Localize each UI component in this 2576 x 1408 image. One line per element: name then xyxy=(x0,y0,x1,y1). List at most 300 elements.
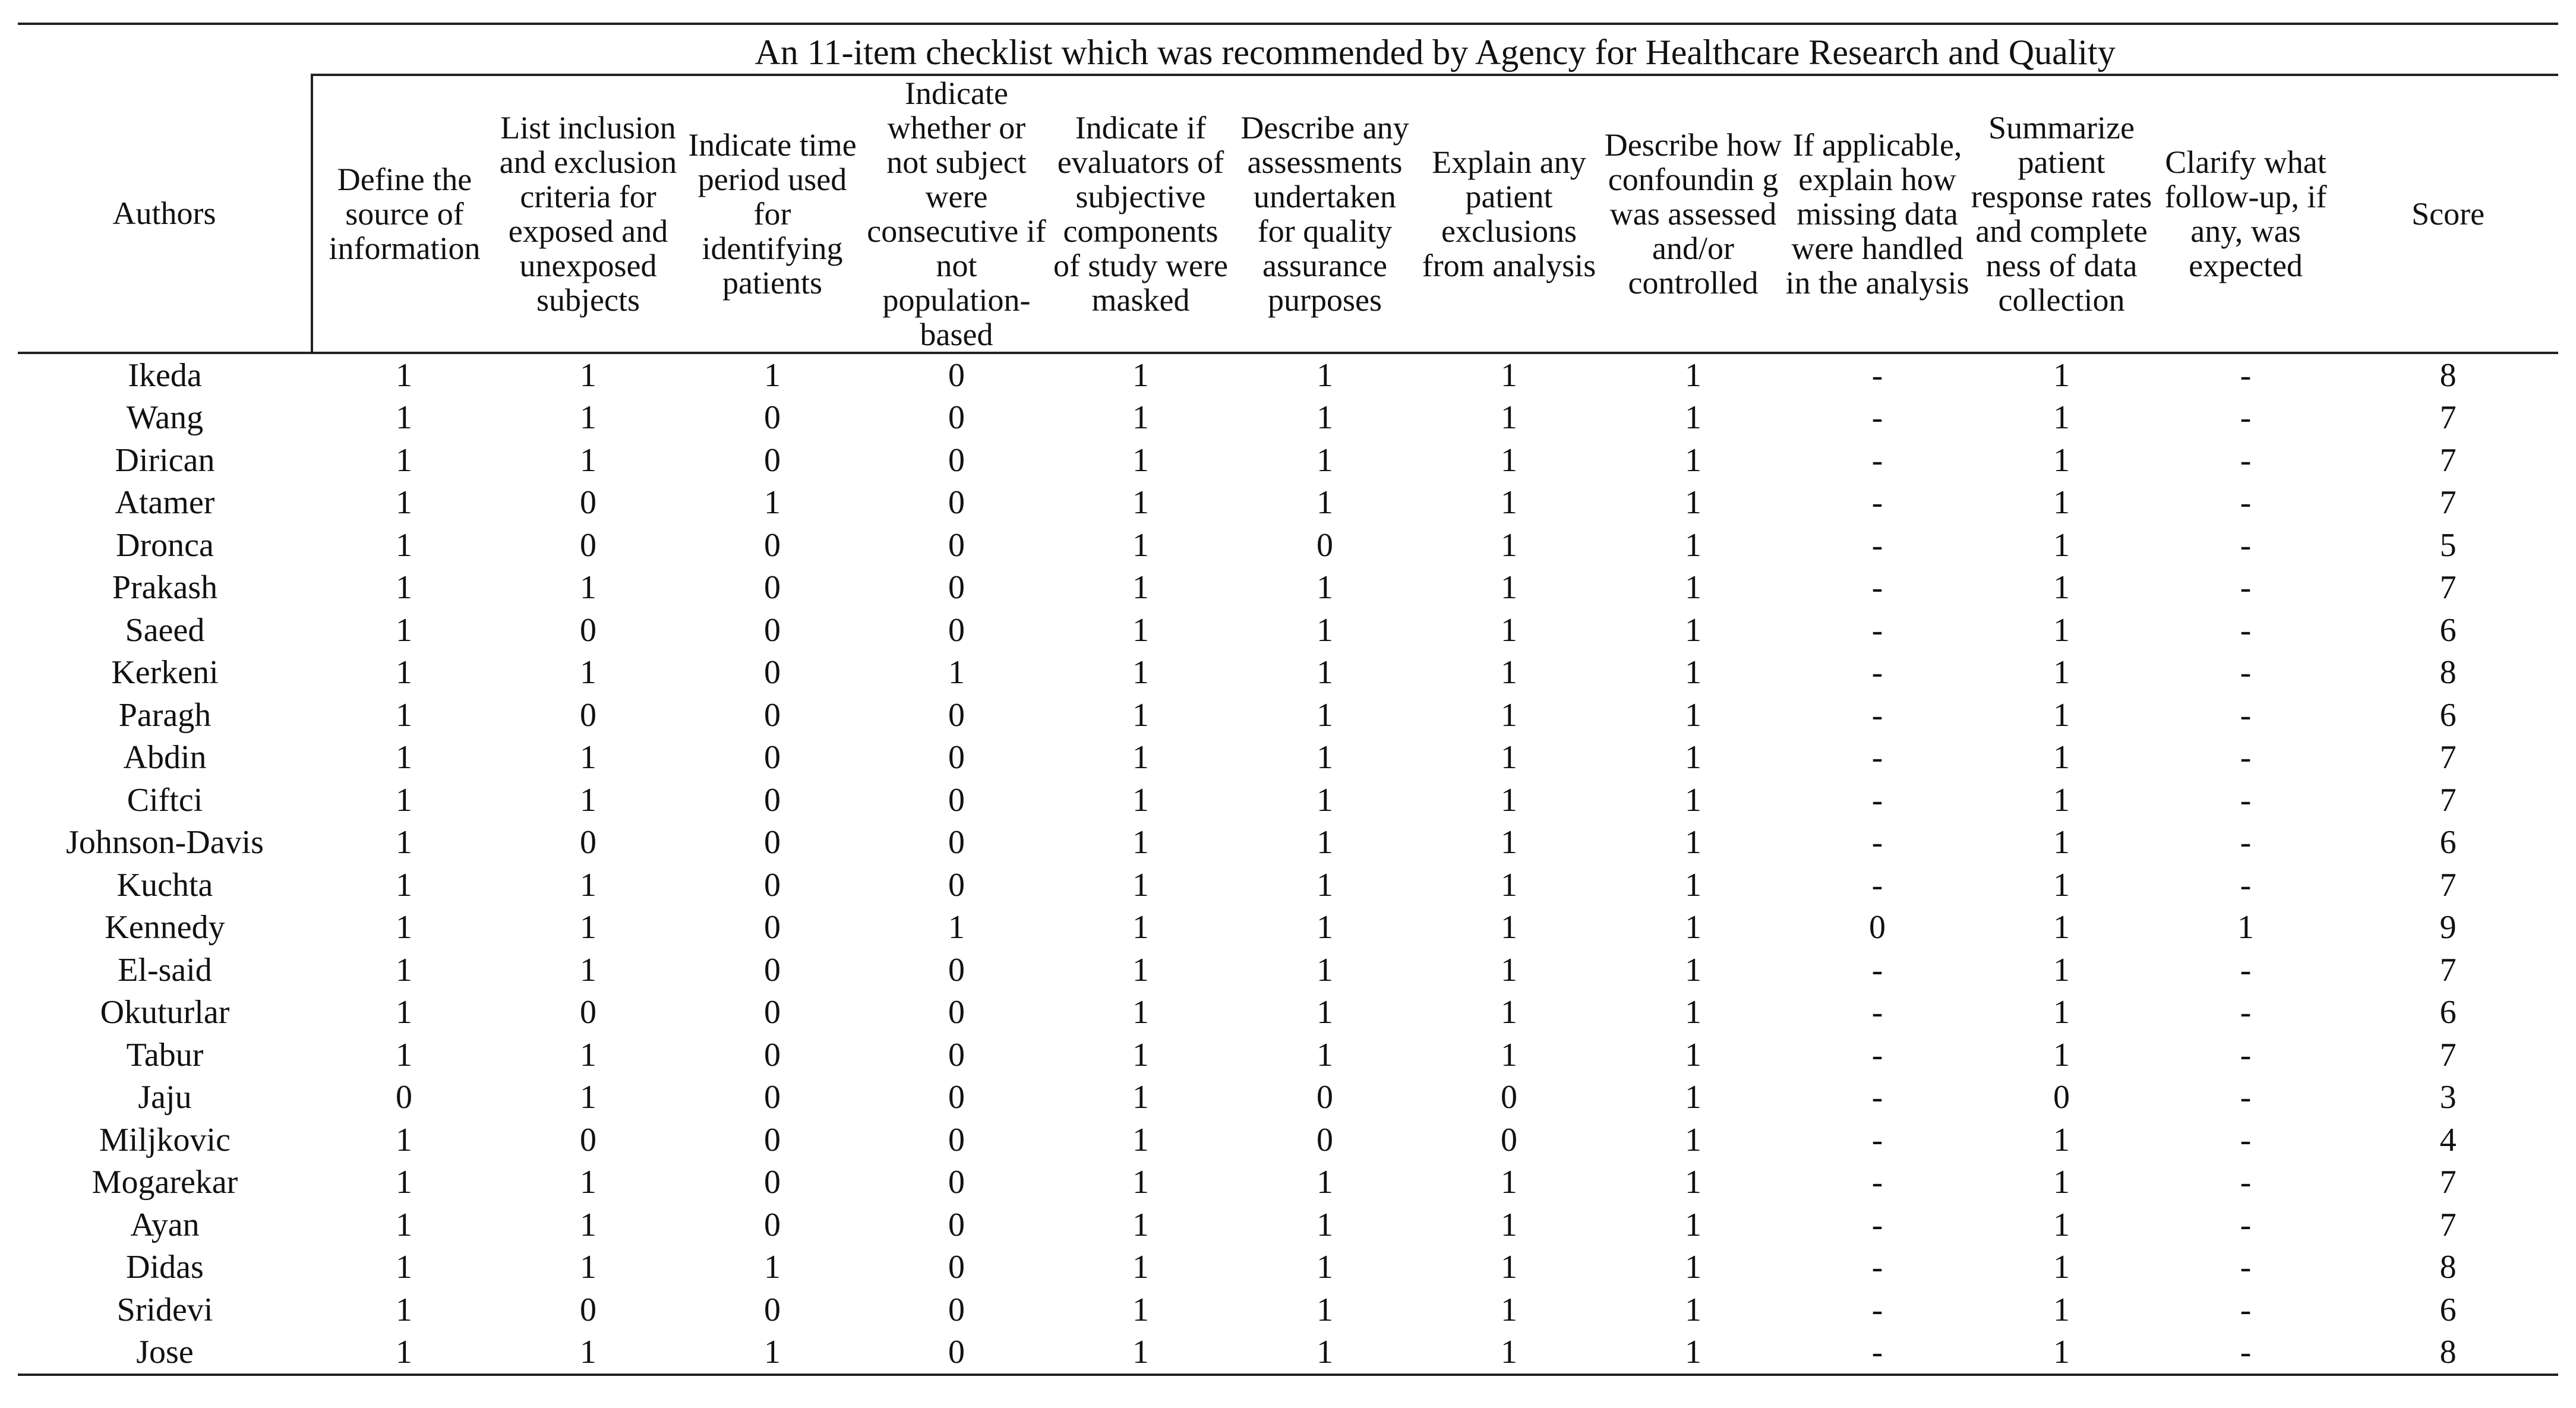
score-cell: 7 xyxy=(2439,569,2457,607)
item-3-cell: 0 xyxy=(764,654,781,692)
item-7-cell: 1 xyxy=(1501,1164,1517,1201)
item-1-cell: 1 xyxy=(396,1206,412,1243)
item-9-cell: - xyxy=(1871,356,1883,394)
item-2-cell: 1 xyxy=(580,654,596,692)
item-10-cell: 1 xyxy=(2053,569,2070,607)
item-10-cell: 1 xyxy=(2053,909,2070,946)
item-8-cell: 1 xyxy=(1685,1079,1701,1116)
item-10-cell: 1 xyxy=(2053,994,2070,1031)
item-5-cell: 1 xyxy=(1132,1206,1149,1243)
author-cell: Sridevi xyxy=(116,1291,213,1328)
score-cell: 8 xyxy=(2439,1249,2457,1286)
item-6-cell: 1 xyxy=(1317,824,1333,861)
item-10-cell: 1 xyxy=(2053,1121,2070,1158)
item-3-cell: 0 xyxy=(764,696,781,734)
table-row xyxy=(18,694,2558,737)
item-7-cell: 1 xyxy=(1501,1291,1517,1328)
item-1-cell: 1 xyxy=(396,484,412,522)
item-4-cell: 0 xyxy=(948,1164,965,1201)
item-5-cell: 1 xyxy=(1132,824,1149,861)
item-11-cell: - xyxy=(2240,484,2252,522)
table-row xyxy=(18,1076,2558,1119)
item-5-cell: 1 xyxy=(1132,739,1149,776)
item-9-cell: - xyxy=(1871,866,1883,904)
item-4-cell: 0 xyxy=(948,951,965,989)
author-cell: Johnson-Davis xyxy=(66,824,264,861)
item-10-cell: 1 xyxy=(1969,1331,2154,1375)
item-10-cell: 1 xyxy=(2053,951,2070,989)
item-9-cell: - xyxy=(1871,739,1883,776)
item-7-cell: 1 xyxy=(1501,526,1517,564)
author-cell: Dronca xyxy=(116,526,214,564)
table-row xyxy=(18,567,2558,610)
item-9-cell: - xyxy=(1871,824,1883,861)
item-5-cell: 1 xyxy=(1132,1291,1149,1328)
item-6-cell: 1 xyxy=(1317,1249,1333,1286)
item-10-cell: 1 xyxy=(2053,611,2070,649)
item-10-cell: 1 xyxy=(2053,526,2070,564)
item-11-cell: - xyxy=(2240,866,2252,904)
item-2-cell: 1 xyxy=(580,1249,596,1286)
item-9-cell: - xyxy=(1871,1291,1883,1328)
item-10-cell: 0 xyxy=(2053,1079,2070,1116)
item-9-cell: - xyxy=(1871,1036,1883,1074)
item-1-cell: 1 xyxy=(396,1121,412,1158)
item-1-cell: 1 xyxy=(396,441,412,479)
item-8-cell: 1 xyxy=(1685,1206,1701,1243)
item-9-cell: - xyxy=(1871,1206,1883,1243)
item-7-cell: 0 xyxy=(1501,1079,1517,1116)
table-row xyxy=(18,1331,2558,1375)
table-row xyxy=(18,907,2558,949)
score-cell: 7 xyxy=(2439,951,2457,989)
score-cell: 6 xyxy=(2439,696,2457,734)
table-row xyxy=(18,1034,2558,1076)
item-2-cell: 0 xyxy=(580,484,596,522)
item-5-cell: 1 xyxy=(1132,441,1149,479)
item-10-cell: 1 xyxy=(2053,1249,2070,1286)
author-cell: Kuchta xyxy=(116,866,213,904)
item-6-cell: 1 xyxy=(1317,739,1333,776)
item-6-cell: 0 xyxy=(1317,1121,1333,1158)
item-1-cell: 1 xyxy=(396,824,412,861)
item-7-cell: 0 xyxy=(1501,1121,1517,1158)
item-5-cell: 1 xyxy=(1132,399,1149,437)
item-10-cell: 1 xyxy=(2053,781,2070,819)
item-10-header: Summarize patient response rates and complete ness of data collection xyxy=(1969,75,2154,353)
score-cell: 5 xyxy=(2439,526,2457,564)
item-9-cell: - xyxy=(1871,526,1883,564)
item-2-cell: 1 xyxy=(580,1164,596,1201)
item-8-cell: 1 xyxy=(1685,781,1701,819)
item-8-cell: 1 xyxy=(1685,951,1701,989)
item-6-header: Describe any assessments undertaken for quality assurance purposes xyxy=(1233,75,1417,353)
item-5-cell: 1 xyxy=(1132,994,1149,1031)
item-1-cell: 1 xyxy=(396,696,412,734)
item-5-cell: 1 xyxy=(1132,1164,1149,1201)
item-11-cell: - xyxy=(2240,1121,2252,1158)
item-2-cell: 0 xyxy=(580,611,596,649)
item-10-cell: 1 xyxy=(2053,866,2070,904)
author-cell: Mogarekar xyxy=(91,1164,238,1201)
score-cell: 8 xyxy=(2338,1331,2558,1375)
item-8-cell: 1 xyxy=(1685,356,1701,394)
item-9-header: If applicable, explain how missing data were handled in the analysis xyxy=(1785,75,1969,353)
item-6-cell: 0 xyxy=(1317,526,1333,564)
author-cell: Tabur xyxy=(126,1036,204,1074)
item-11-cell: - xyxy=(2240,441,2252,479)
item-7-cell: 1 xyxy=(1501,909,1517,946)
item-2-cell: 1 xyxy=(580,441,596,479)
item-4-cell: 0 xyxy=(948,1249,965,1286)
item-11-cell: - xyxy=(2240,824,2252,861)
item-8-cell: 1 xyxy=(1685,441,1701,479)
score-cell: 6 xyxy=(2439,994,2457,1031)
item-2-cell: 1 xyxy=(580,951,596,989)
score-cell: 7 xyxy=(2439,399,2457,437)
item-10-cell: 1 xyxy=(2053,399,2070,437)
item-11-cell: - xyxy=(2240,739,2252,776)
item-10-cell: 1 xyxy=(2053,1206,2070,1243)
item-2-cell: 0 xyxy=(580,824,596,861)
author-cell: Kerkeni xyxy=(111,654,219,692)
item-2-cell: 1 xyxy=(580,569,596,607)
item-7-cell: 1 xyxy=(1501,781,1517,819)
table-row xyxy=(18,524,2558,567)
item-11-cell: - xyxy=(2240,1079,2252,1116)
item-3-cell: 0 xyxy=(764,1164,781,1201)
item-1-cell: 1 xyxy=(396,611,412,649)
item-1-cell: 1 xyxy=(396,1164,412,1201)
item-1-cell: 1 xyxy=(396,951,412,989)
item-10-cell: 1 xyxy=(2053,1036,2070,1074)
item-5-cell: 1 xyxy=(1132,611,1149,649)
item-5-cell: 1 xyxy=(1132,781,1149,819)
item-3-cell: 0 xyxy=(764,1206,781,1243)
table-row xyxy=(18,439,2558,482)
author-cell: Jaju xyxy=(138,1079,192,1116)
item-1-cell: 1 xyxy=(396,1249,412,1286)
item-6-cell: 1 xyxy=(1317,951,1333,989)
item-4-cell: 0 xyxy=(948,824,965,861)
item-7-cell: 1 xyxy=(1501,866,1517,904)
item-2-cell: 1 xyxy=(580,1079,596,1116)
item-3-cell: 1 xyxy=(764,484,781,522)
item-9-cell: - xyxy=(1871,1164,1883,1201)
score-cell: 7 xyxy=(2439,781,2457,819)
item-10-cell: 1 xyxy=(2053,356,2070,394)
score-cell: 6 xyxy=(2439,1291,2457,1328)
author-cell: Atamer xyxy=(115,484,215,522)
item-2-cell: 1 xyxy=(580,739,596,776)
item-1-cell: 1 xyxy=(396,526,412,564)
item-8-cell: 1 xyxy=(1685,569,1701,607)
item-5-cell: 1 xyxy=(1132,1079,1149,1116)
table-row xyxy=(18,949,2558,992)
author-cell: Abdin xyxy=(123,739,207,776)
score-column-header: Score xyxy=(2338,75,2558,353)
item-3-header: Indicate time period used for identifying patients xyxy=(680,75,864,353)
item-8-cell: 1 xyxy=(1685,1036,1701,1074)
item-8-cell: 1 xyxy=(1685,824,1701,861)
author-cell: Jose xyxy=(18,1331,312,1375)
item-8-cell: 1 xyxy=(1685,1164,1701,1201)
item-7-cell: 1 xyxy=(1501,951,1517,989)
item-11-cell: - xyxy=(2240,781,2252,819)
table-row xyxy=(18,992,2558,1034)
table-row xyxy=(18,1119,2558,1161)
item-7-cell: 1 xyxy=(1417,1331,1601,1375)
item-3-cell: 0 xyxy=(764,399,781,437)
item-5-cell: 1 xyxy=(1132,526,1149,564)
item-4-cell: 1 xyxy=(948,654,965,692)
item-4-cell: 0 xyxy=(948,611,965,649)
item-1-cell: 1 xyxy=(396,866,412,904)
item-11-cell: 1 xyxy=(2237,909,2254,946)
table-row xyxy=(18,482,2558,525)
score-cell: 6 xyxy=(2439,611,2457,649)
item-7-cell: 1 xyxy=(1501,994,1517,1031)
item-7-cell: 1 xyxy=(1501,484,1517,522)
item-11-cell: - xyxy=(2240,1291,2252,1328)
item-10-cell: 1 xyxy=(2053,484,2070,522)
author-cell: Wang xyxy=(126,399,204,437)
item-2-cell: 0 xyxy=(580,994,596,1031)
score-cell: 9 xyxy=(2439,909,2457,946)
item-1-cell: 1 xyxy=(312,1331,496,1375)
item-1-header: Define the source of information xyxy=(312,75,496,353)
item-9-cell: - xyxy=(1871,654,1883,692)
item-4-cell: 0 xyxy=(948,781,965,819)
item-2-cell: 1 xyxy=(580,356,596,394)
item-11-cell: - xyxy=(2240,526,2252,564)
item-7-cell: 1 xyxy=(1501,654,1517,692)
item-3-cell: 1 xyxy=(680,1331,864,1375)
item-6-cell: 1 xyxy=(1317,441,1333,479)
item-9-cell: - xyxy=(1871,484,1883,522)
author-cell: Dirican xyxy=(115,441,215,479)
item-3-cell: 0 xyxy=(764,569,781,607)
item-8-cell: 1 xyxy=(1685,739,1701,776)
item-1-cell: 1 xyxy=(396,1291,412,1328)
item-5-cell: 1 xyxy=(1132,1036,1149,1074)
author-cell: Saeed xyxy=(125,611,205,649)
item-1-cell: 1 xyxy=(396,569,412,607)
item-2-cell: 0 xyxy=(580,1121,596,1158)
score-cell: 4 xyxy=(2439,1121,2457,1158)
item-4-cell: 0 xyxy=(948,356,965,394)
item-3-cell: 0 xyxy=(764,951,781,989)
score-cell: 7 xyxy=(2439,1164,2457,1201)
item-8-cell: 1 xyxy=(1685,399,1701,437)
author-cell: Ikeda xyxy=(128,356,202,394)
item-8-cell: 1 xyxy=(1685,994,1701,1031)
table-row xyxy=(18,822,2558,864)
item-1-cell: 1 xyxy=(396,994,412,1031)
author-cell: Okuturlar xyxy=(100,994,230,1031)
item-4-header: Indicate whether or not subject were consecutive if not population-based xyxy=(864,75,1049,353)
item-3-cell: 0 xyxy=(764,1121,781,1158)
item-11-header: Clarify what follow-up, if any, was expected xyxy=(2154,75,2338,353)
item-7-cell: 1 xyxy=(1501,1206,1517,1243)
item-10-cell: 1 xyxy=(2053,441,2070,479)
item-3-cell: 0 xyxy=(764,909,781,946)
item-8-cell: 1 xyxy=(1685,1121,1701,1158)
item-2-cell: 1 xyxy=(580,909,596,946)
item-5-cell: 1 xyxy=(1132,1121,1149,1158)
item-11-cell: - xyxy=(2240,994,2252,1031)
item-7-cell: 1 xyxy=(1501,441,1517,479)
item-8-header: Describe how confoundin g was assessed and/or controlled xyxy=(1601,75,1785,353)
item-4-cell: 0 xyxy=(948,866,965,904)
item-9-cell: - xyxy=(1871,994,1883,1031)
item-1-cell: 1 xyxy=(396,909,412,946)
item-8-cell: 1 xyxy=(1685,526,1701,564)
score-cell: 7 xyxy=(2439,1036,2457,1074)
item-5-cell: 1 xyxy=(1132,866,1149,904)
item-9-cell: - xyxy=(1871,781,1883,819)
item-2-cell: 0 xyxy=(580,526,596,564)
item-5-cell: 1 xyxy=(1132,951,1149,989)
item-6-cell: 1 xyxy=(1317,1206,1333,1243)
table-row xyxy=(18,1289,2558,1331)
item-2-cell: 0 xyxy=(580,696,596,734)
item-10-cell: 1 xyxy=(2053,824,2070,861)
title-row xyxy=(18,24,2558,75)
author-cell: Ciftci xyxy=(127,781,203,819)
item-3-cell: 0 xyxy=(764,866,781,904)
item-6-cell: 1 xyxy=(1317,654,1333,692)
item-2-cell: 1 xyxy=(580,781,596,819)
item-6-cell: 1 xyxy=(1317,399,1333,437)
item-11-cell: - xyxy=(2240,1164,2252,1201)
item-9-cell: - xyxy=(1871,1079,1883,1116)
item-8-cell: 1 xyxy=(1685,1291,1701,1328)
item-11-cell: - xyxy=(2240,1206,2252,1243)
item-2-cell: 1 xyxy=(580,399,596,437)
item-3-cell: 0 xyxy=(764,526,781,564)
item-2-cell: 1 xyxy=(580,1036,596,1074)
item-5-cell: 1 xyxy=(1132,569,1149,607)
item-8-cell: 1 xyxy=(1685,611,1701,649)
item-6-cell: 1 xyxy=(1317,356,1333,394)
item-6-cell: 1 xyxy=(1317,909,1333,946)
item-7-cell: 1 xyxy=(1501,1036,1517,1074)
item-3-cell: 0 xyxy=(764,1079,781,1116)
item-2-cell: 1 xyxy=(496,1331,680,1375)
item-3-cell: 0 xyxy=(764,441,781,479)
item-11-cell: - xyxy=(2240,1036,2252,1074)
item-5-cell: 1 xyxy=(1049,1331,1233,1375)
item-5-cell: 1 xyxy=(1132,654,1149,692)
item-4-cell: 0 xyxy=(948,1206,965,1243)
item-9-cell: 0 xyxy=(1869,909,1886,946)
item-9-cell: - xyxy=(1871,1121,1883,1158)
item-4-cell: 0 xyxy=(948,739,965,776)
author-cell: Prakash xyxy=(112,569,218,607)
item-6-cell: 1 xyxy=(1317,1036,1333,1074)
item-9-cell: - xyxy=(1871,569,1883,607)
table-row xyxy=(18,652,2558,694)
item-4-cell: 0 xyxy=(948,1121,965,1158)
item-2-cell: 1 xyxy=(580,866,596,904)
item-8-cell: 1 xyxy=(1685,484,1701,522)
item-4-cell: 0 xyxy=(948,696,965,734)
table-row xyxy=(18,353,2558,397)
item-8-cell: 1 xyxy=(1601,1331,1785,1375)
item-3-cell: 0 xyxy=(764,739,781,776)
item-7-cell: 1 xyxy=(1501,824,1517,861)
item-7-header: Explain any patient exclusions from analysis xyxy=(1417,75,1601,353)
table-row xyxy=(18,737,2558,779)
item-10-cell: 1 xyxy=(2053,1164,2070,1201)
item-9-cell: - xyxy=(1785,1331,1969,1375)
item-5-cell: 1 xyxy=(1132,1249,1149,1286)
item-5-header: Indicate if evaluators of subjective components of study were masked xyxy=(1049,75,1233,353)
score-cell: 7 xyxy=(2439,441,2457,479)
item-2-cell: 1 xyxy=(580,1206,596,1243)
author-cell: Paragh xyxy=(118,696,211,734)
score-cell: 7 xyxy=(2439,739,2457,776)
item-7-cell: 1 xyxy=(1501,611,1517,649)
item-11-cell: - xyxy=(2240,356,2252,394)
item-4-cell: 0 xyxy=(948,569,965,607)
item-6-cell: 1 xyxy=(1317,696,1333,734)
item-4-cell: 0 xyxy=(948,994,965,1031)
item-4-cell: 0 xyxy=(864,1331,1049,1375)
score-cell: 8 xyxy=(2439,654,2457,692)
item-11-cell: - xyxy=(2240,399,2252,437)
author-cell: Miljkovic xyxy=(99,1121,231,1158)
score-cell: 8 xyxy=(2439,356,2457,394)
item-11-cell: - xyxy=(2240,1249,2252,1286)
item-7-cell: 1 xyxy=(1501,569,1517,607)
item-9-cell: - xyxy=(1871,696,1883,734)
table-row xyxy=(18,1161,2558,1204)
item-10-cell: 1 xyxy=(2053,696,2070,734)
author-cell: Kennedy xyxy=(105,909,225,946)
item-6-cell: 1 xyxy=(1317,781,1333,819)
table-row xyxy=(18,1204,2558,1246)
item-1-cell: 1 xyxy=(396,781,412,819)
item-3-cell: 0 xyxy=(764,824,781,861)
item-4-cell: 1 xyxy=(948,909,965,946)
item-1-cell: 1 xyxy=(396,739,412,776)
item-9-cell: - xyxy=(1871,1249,1883,1286)
item-6-cell: 1 xyxy=(1317,1164,1333,1201)
item-4-cell: 0 xyxy=(948,526,965,564)
score-cell: 6 xyxy=(2439,824,2457,861)
item-3-cell: 1 xyxy=(764,1249,781,1286)
item-11-cell: - xyxy=(2240,654,2252,692)
item-6-cell: 1 xyxy=(1317,484,1333,522)
item-11-cell: - xyxy=(2240,611,2252,649)
item-8-cell: 1 xyxy=(1685,696,1701,734)
item-5-cell: 1 xyxy=(1132,909,1149,946)
item-9-cell: - xyxy=(1871,611,1883,649)
column-header-row xyxy=(18,75,2558,353)
item-3-cell: 0 xyxy=(764,1291,781,1328)
checklist-table xyxy=(18,23,2558,1376)
item-2-header: List inclusion and exclusion criteria for exposed and unexposed subjects xyxy=(496,75,680,353)
authors-column-header: Authors xyxy=(18,75,312,353)
author-cell: Didas xyxy=(126,1249,204,1286)
item-9-cell: - xyxy=(1871,399,1883,437)
item-9-cell: - xyxy=(1871,951,1883,989)
table-body xyxy=(18,353,2558,1375)
item-3-cell: 1 xyxy=(764,356,781,394)
score-cell: 7 xyxy=(2439,1206,2457,1243)
